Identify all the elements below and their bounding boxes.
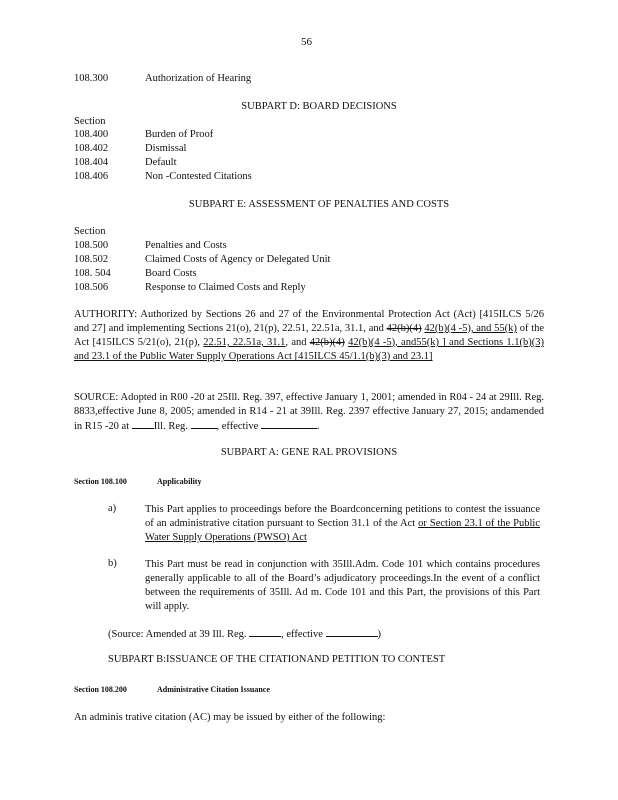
source-note: (Source: Amended at 39 Ill. Reg. , effective ): [108, 629, 382, 640]
inserted-text: 42(b)(4 -5), and 55(k): [424, 323, 517, 334]
item-label-b: b): [108, 558, 117, 569]
toc-title: Board Costs: [145, 268, 197, 279]
struck-text: 42(b)(4): [309, 337, 345, 348]
toc-num: 108.404: [74, 157, 109, 168]
section-num-108-200: Section 108.200: [74, 685, 127, 694]
struck-text: 42(b)(4): [386, 323, 422, 334]
section-title-108-300: Authorization of Hearing: [145, 73, 252, 84]
toc-num: 108.406: [74, 171, 109, 182]
toc-title: Penalties and Costs: [145, 240, 227, 251]
item-b-text: This Part must be read in conjunction with 35Ill.Adm. Code 101 which contains procedures generally applicable to all of the Board’s adjudicatory proceedings.In the event of a conflict between the requirements of 35Ill. Ad m. Code 101 and this Part, the provisions of this Part will apply.: [145, 559, 540, 612]
toc-num: 108.502: [74, 254, 109, 265]
toc-title: Burden of Proof: [145, 129, 214, 140]
toc-num: 108.500: [74, 240, 109, 251]
section-label: Section: [74, 116, 106, 127]
blank-line: [326, 627, 378, 637]
toc-title: Claimed Costs of Agency or Delegated Unit: [145, 254, 331, 265]
section-num-108-100: Section 108.100: [74, 477, 127, 486]
toc-title: Response to Claimed Costs and Reply: [145, 282, 306, 293]
subpart-e-heading: SUBPART E: ASSESSMENT OF PENALTIES AND COSTS: [188, 199, 450, 210]
toc-num: 108.400: [74, 129, 109, 140]
item-label-a: a): [108, 503, 117, 514]
source-paragraph: SOURCE: Adopted in R00 -20 at 25Ill. Reg. 397, effective January 1, 2001; amended in R04 - 24 at 29Ill. Reg. 8833,effective June 8, 2005; amended in R14 - 21 at 39Ill. Reg. 2397 effective January 27, 2015; andamended in R15 -20 at Ill. Reg. , effective .: [74, 392, 544, 432]
subpart-a-heading: SUBPART A: GENE RAL PROVISIONS: [220, 447, 398, 458]
blank-line: [132, 419, 154, 429]
blank-line: [261, 419, 317, 429]
inserted-text: or Section 23.1 of the Public Water Supply Operations (PWSO) Act: [145, 518, 540, 543]
section-heading-issuance: Administrative Citation Issuance: [157, 685, 270, 694]
toc-num: 108.506: [74, 282, 109, 293]
toc-title: Non -Contested Citations: [145, 171, 252, 182]
section-num-108-300: 108.300: [74, 73, 109, 84]
blank-line: [191, 419, 217, 429]
intro-sentence: An adminis trative citation (AC) may be issued by either of the following:: [74, 712, 386, 723]
subpart-d-heading: SUBPART D: BOARD DECISIONS: [241, 101, 397, 112]
toc-num: 108.402: [74, 143, 109, 154]
toc-num: 108. 504: [74, 268, 111, 279]
blank-line: [249, 627, 281, 637]
toc-title: Dismissal: [145, 143, 187, 154]
page-number: 56: [301, 36, 312, 48]
authority-paragraph: AUTHORITY: Authorized by Sections 26 and 27 of the Environmental Protection Act (Act) [415ILCS 5/26 and 27] and implementing Sections 21(o), 21(p), 22.51, 22.51a, 31.1, and 42(b)(4) 42(b)(4 -5), and 55(k) of the Act [415ILCS 5/21(o), 21(p), 22.51, 22.51a, 31.1, and 42(b)(4) 42(b)(4 -5), and55(k) ] and Sections 1.1(b)(3) and 23.1 of the Public Water Supply Operations Act [415ILCS 45/1.1(b)(3) and 23.1]: [74, 309, 545, 362]
inserted-text: 22.51, 22.51a, 31.1: [203, 337, 286, 348]
toc-title: Default: [145, 157, 177, 168]
subpart-b-heading: SUBPART B:ISSUANCE OF THE CITATIONAND PETITION TO CONTEST: [108, 654, 446, 665]
item-a-text: This Part applies to proceedings before the Boardconcerning petitions to contest the issuance of an administrative citation pursuant to Section 31.1 of the Act or Section 23.1 of the Public Water Supply Operations (PWSO) Act: [145, 504, 540, 543]
section-label: Section: [74, 226, 106, 237]
section-heading-applicability: Applicability: [157, 477, 202, 486]
inserted-text: 42(b)(4 -5), and55(k) ] and Sections 1.1(b)(3) and 23.1 of the Public Water Supply Operations Act [415ILCS 45/1.1(b)(3) and 23.1]: [74, 337, 544, 362]
